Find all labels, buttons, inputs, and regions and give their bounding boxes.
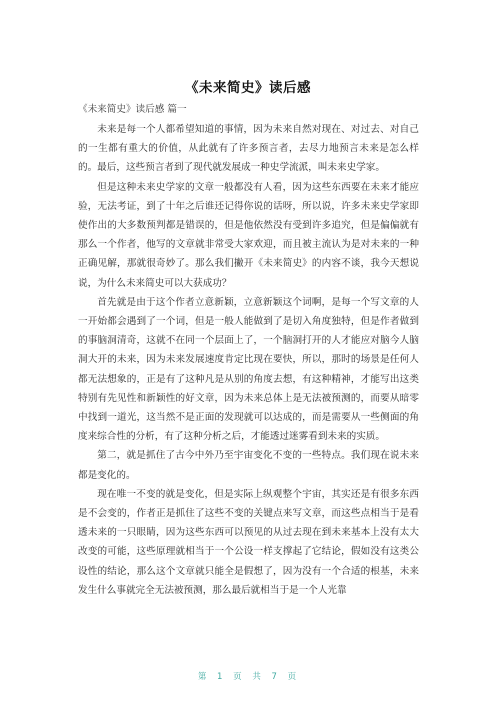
paragraph: 未来是每一个人都希望知道的事情，因为未来自然对现在、对过去、对自己的一生都有重大的价值，从此就有了许多预言者，去尽力地预言未来是怎么样的。最后，这些预言者到了现代就发展成一种史学流派，叫未来史学家。 <box>78 124 419 174</box>
paragraph: 现在唯一不变的就是变化，但是实际上纵观整个宇宙，其实还是有很多东西是不会变的，作者正是抓住了这些不变的关键点来写文章，而这些点相当于是看透未来的一只眼睛，因为这些东西可以预见的从过去现在到未来基本上没有太大改变的可能，这些原理就相当于一个公设一样支撑起了它结论，假如没有这类公设性的结论，那么这个文章就只能全是假想了，因为没有一个合适的根基，未来发生什么事就完全无法被预测，那么最后就相当于是一个人光靠 <box>78 488 419 596</box>
document-subtitle: 《未来简史》读后感 篇一 <box>78 104 187 115</box>
page-number-footer: 第 1 页 共 7 页 <box>197 672 299 682</box>
paragraph: 首先就是由于这个作者立意新颖，立意新颖这个词啊，是每一个写文章的人一开始都会遇到了一个词，但是一般人能做到了是切入角度独特，但是作者做到的事脑洞清奇，这就不在同一个层面上了，一个脑洞打开的人才能应对脑今人脑洞大开的未来，因为未来发展速度肯定比现在要快，所以，那时的场景是任何人都无法想象的，正是有了这种凡是从别的角度去想，有这种精神，才能写出这类特别有先见性和新颖性的好文章，因为未来总体上是无法被预测的，而要从暗零中找到一道光，这当然不是正面的发现就可以达成的，而是需要从一些侧面的角度来综合性的分析，有了这种分析之后，才能透过迷雾看到未来的实质。 <box>78 296 419 443</box>
paragraph: 第二，就是抓住了古今中外乃至宇宙变化不变的一些特点。我们现在说未来都是变化的。 <box>78 450 419 481</box>
document-body <box>78 120 419 600</box>
paragraph: 但是这种未来史学家的文章一般都没有人看，因为这些东西要在未来才能应验，无法考证，到了十年之后谁还记得你说的话呀，所以说，许多未来史学家即使作出的大多数预判都是错误的，但是他依然没有受到许多追究，但是偏偏就有那么一个作者，他写的文章就非常受大家欢迎，而且被主流认为是对未来的一种正确见解，那就很奇妙了。那么我们撇开《未来简史》的内容不谈，我今天想说说，为什么未来简史可以大获成功？ <box>78 181 419 289</box>
document-title: 《未来简史》读后感 <box>185 80 311 96</box>
